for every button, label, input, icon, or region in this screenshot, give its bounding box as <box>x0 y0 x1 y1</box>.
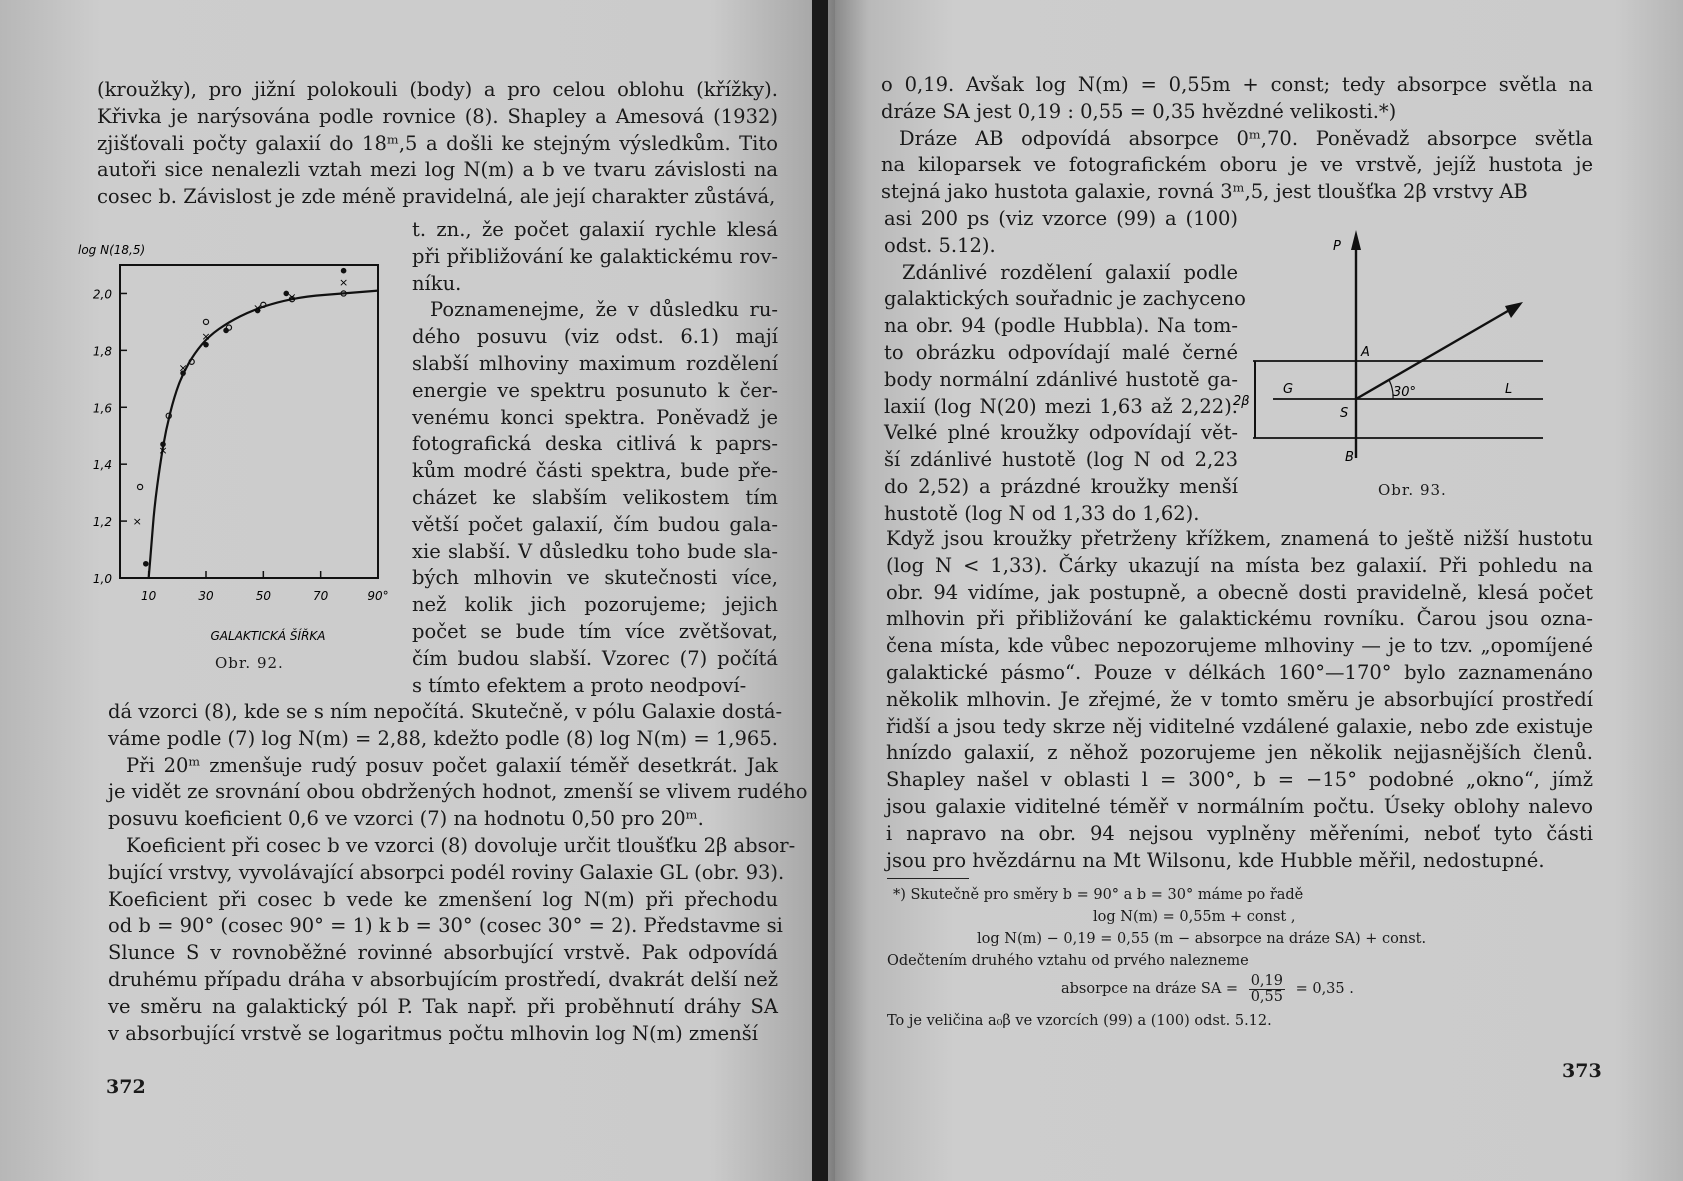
text-line: slabší mlhoviny maximum rozdělení <box>412 351 778 375</box>
text-line: na obr. 94 (podle Hubbla). Na tom- <box>884 314 1238 338</box>
y-tick-label: 1,0 <box>92 572 112 586</box>
figure-93-caption: Obr. 93. <box>1378 481 1447 499</box>
text-line: s tímto efektem a proto neodpoví- <box>412 673 747 697</box>
text-line: Shapley našel v oblasti l = 300°, b = −15° podobné „okno“, jímž <box>886 768 1593 792</box>
footnote-formula <box>887 972 1607 1006</box>
point-dot <box>223 328 229 334</box>
figure-93-diagram <box>1233 228 1563 498</box>
text-line: (kroužky), pro jižní polokouli (body) a pro celou oblohu (křížky). <box>97 78 778 101</box>
point-cross: × <box>201 330 211 344</box>
text-line: body normální zdánlivé hustotě ga- <box>884 367 1238 391</box>
text-line: níku. <box>412 271 462 295</box>
text-line: fotografická deska citlivá k paprs- <box>412 432 778 456</box>
text-line: bující vrstvy, vyvolávající absorpci podél roviny Galaxie GL (obr. 93). <box>108 860 785 884</box>
x-axis-label: GALAKTICKÁ ŠÍŘKA <box>210 629 326 643</box>
data-points <box>133 268 349 567</box>
text-line: kům modré části spektra, bude pře- <box>412 459 778 483</box>
text-line: dráze SA jest 0,19 : 0,55 = 0,35 hvězdné velikosti.*) <box>881 99 1397 123</box>
text-line: odst. 5.12). <box>884 233 996 257</box>
text-line: o 0,19. Avšak log N(m) = 0,55m + const; tedy absorpce světla na <box>881 73 1593 96</box>
text-line: to obrázku odpovídají malé černé <box>884 340 1238 364</box>
x-tick-label: 50 <box>255 589 271 603</box>
y-tick-label: 1,8 <box>92 344 112 359</box>
text-line: při přibližování ke galaktickému rov- <box>412 244 778 268</box>
footnote-rule <box>887 878 969 879</box>
text-line: stejná jako hustota galaxie, rovná 3ᵐ,5, jest tloušťka 2β vrstvy AB <box>881 180 1528 204</box>
x-tick-label: 10 <box>141 589 157 603</box>
text-line: do 2,52) a prázdné kroužky menší <box>884 474 1238 498</box>
text-line: t. zn., že počet galaxií rychle klesá <box>412 218 778 241</box>
text-line: laxií (log N(20) mezi 1,63 až 2,22). <box>884 394 1238 418</box>
text-line: větší počet galaxií, čím budou gala- <box>412 512 778 536</box>
text-line: energie ve spektru posunuto k čer- <box>412 378 778 402</box>
label-angle: 30° <box>1393 385 1417 400</box>
text-line: jsou galaxie viditelné téměř v normálním počtu. Úseky oblohy nalevo <box>886 794 1593 818</box>
formula-suffix: = 0,35 . <box>1295 981 1354 997</box>
x-tick-labels <box>141 571 389 603</box>
formula-fraction <box>1249 974 1285 1005</box>
text-line: řidší a jsou tedy skrze něj viditelné vzdálené galaxie, nebo zde existuje <box>886 714 1593 738</box>
figure-92-caption: Obr. 92. <box>215 654 284 672</box>
left-paragraph-side <box>412 217 778 699</box>
text-line: Koeficient při cosec b vede ke zmenšení log N(m) při přechodu <box>108 887 778 911</box>
text-line: Poznamenejme, že v důsledku ru- <box>430 298 778 322</box>
label-A: A <box>1361 345 1370 360</box>
y-tick-label: 1,4 <box>92 458 112 473</box>
left-paragraph-bottom <box>108 699 808 1047</box>
sight-line <box>1356 308 1513 399</box>
text-line: zjišťovali počty galaxií do 18ᵐ,5 a došli ke stejným výsledkům. Tito <box>97 131 778 155</box>
text-line: posuvu koeficient 0,6 ve vzorci (7) na hodnotu 0,50 pro 20ᵐ. <box>108 807 704 831</box>
text-line: hnízdo galaxií, z něhož pozorujeme jen několik nejjasnějších členů. <box>886 741 1593 765</box>
text-line: ve směru na galaktický pól P. Tak např. při proběhnutí dráhy SA <box>108 994 778 1018</box>
label-width: 2β <box>1233 394 1250 409</box>
left-page <box>0 0 835 1181</box>
text-line: čím budou slabší. Vzorec (7) počítá <box>412 646 778 670</box>
point-circle <box>203 319 208 324</box>
text-line: Při 20ᵐ zmenšuje rudý posuv počet galaxií téměř desetkrát. Jak <box>126 753 778 777</box>
fit-curve <box>149 291 378 578</box>
text-line: než kolik jich pozorujeme; jejich <box>412 593 778 617</box>
sight-arrowhead <box>1505 302 1523 318</box>
right-paragraph-top <box>881 72 1593 206</box>
figure-92-chart <box>78 238 408 658</box>
footnote-line-2: log N(m) = 0,55m + const , <box>1093 909 1296 925</box>
y-axis-label: log N(18,5) <box>78 243 146 257</box>
text-line: dá vzorci (8), kde se s ním nepočítá. Skutečně, v pólu Galaxie dostá- <box>108 700 783 723</box>
point-dot <box>341 268 347 274</box>
text-line: mlhovin při přibližování ke galaktickému rovníku. Čarou jsou ozna- <box>886 607 1593 631</box>
right-paragraph-bottom <box>886 526 1593 874</box>
point-cross: × <box>338 276 349 290</box>
footnote <box>887 884 1607 1032</box>
text-line: jsou pro hvězdárnu na Mt Wilsonu, kde Hubble měřil, nedostupné. <box>886 848 1545 872</box>
point-cross: × <box>132 515 142 529</box>
text-line: cosec b. Závislost je zde méně pravidelná, ale její charakter zůstává, <box>97 185 776 209</box>
x-tick-label: 90° <box>367 589 389 603</box>
y-tick-label: 1,6 <box>92 401 112 416</box>
footnote-line-3: log N(m) − 0,19 = 0,55 (m − absorpce na dráze SA) + const. <box>977 931 1427 947</box>
text-line: na kiloparsek ve fotografickém oboru je ve vrstvě, jejíž hustota je <box>881 153 1593 177</box>
text-line: bých mlhovin ve skutečnosti více, <box>412 566 778 590</box>
x-tick-label: 30 <box>198 589 214 603</box>
y-tick-labels <box>93 287 127 586</box>
label-L: L <box>1505 382 1513 397</box>
footnote-line-4: Odečtením druhého vztahu od prvého nalezneme <box>887 953 1249 969</box>
text-line: asi 200 ps (viz vzorce (99) a (100) <box>884 207 1238 230</box>
text-line: v absorbující vrstvě se logaritmus počtu mlhovin log N(m) zmenší <box>108 1021 758 1045</box>
text-line: dého posuvu (viz odst. 6.1) mají <box>412 325 778 349</box>
text-line: Velké plné kroužky odpovídají vět- <box>884 421 1238 445</box>
label-S: S <box>1340 406 1349 421</box>
point-cross: × <box>287 290 297 304</box>
text-line: i napravo na obr. 94 nejsou vyplněny měřeními, neboť tyto části <box>886 821 1593 845</box>
point-cross: × <box>252 301 263 315</box>
text-line: galaktických souřadnic je zachyceno <box>884 287 1246 311</box>
y-tick-label: 1,2 <box>92 515 112 530</box>
formula-prefix: absorpce na dráze SA = <box>1061 981 1239 997</box>
pole-arrowhead <box>1351 230 1361 250</box>
text-line: autoři sice nenalezli vztah mezi log N(m) a b ve tvaru závislosti na <box>97 158 778 182</box>
text-line: Když jsou kroužky přetrženy křížkem, znamená to ještě nižší hustotu <box>886 527 1593 550</box>
text-line: čena místa, kde vůbec nepozorujeme mlhoviny — je to tzv. „opomíjené <box>886 634 1593 658</box>
text-line: váme podle (7) log N(m) = 2,88, kdežto podle (8) log N(m) = 1,965. <box>108 726 778 750</box>
footnote-line-6: To je veličina a₀β ve vzorcích (99) a (100) odst. 5.12. <box>887 1013 1272 1029</box>
label-B: B <box>1345 450 1354 465</box>
left-paragraph-top <box>97 77 778 211</box>
right-page <box>835 0 1683 1181</box>
text-line: Slunce S v rovnoběžné rovinné absorbující vrstvě. Pak odpovídá <box>108 941 778 965</box>
text-line: obr. 94 vidíme, jak postupně, a obecně dosti pravidelně, klesá počet <box>886 580 1593 604</box>
text-line: několik mlhovin. Je zřejmé, že v tomto směru je absorbující prostředí <box>886 687 1593 711</box>
text-line: od b = 90° (cosec 90° = 1) k b = 30° (cosec 30° = 2). Představme si <box>108 914 783 938</box>
text-line: Koeficient při cosec b ve vzorci (8) dovoluje určit tloušťku 2β absor- <box>126 833 796 857</box>
text-line: Křivka je narýsována podle rovnice (8). Shapley a Amesová (1932) <box>97 104 778 128</box>
y-tick-label: 2,0 <box>92 287 112 302</box>
text-line: Zdánlivé rozdělení galaxií podle <box>902 260 1238 284</box>
x-tick-label: 70 <box>313 589 329 603</box>
text-line: počet se bude tím více zvětšovat, <box>412 619 778 643</box>
text-line: ší zdánlivé hustotě (log N od 2,23 <box>884 448 1238 472</box>
point-cross: × <box>158 443 168 457</box>
page-number-right: 373 <box>1562 1060 1602 1082</box>
text-line: druhému případu dráha v absorbujícím prostředí, dvakrát delší než <box>108 967 778 991</box>
text-line: xie slabší. V důsledku toho bude sla- <box>412 539 778 563</box>
text-line: Dráze AB odpovídá absorpce 0ᵐ,70. Poněvadž absorpce světla <box>899 126 1593 150</box>
text-line: galaktické pásmo“. Pouze v délkách 160°—170° bylo zaznamenáno <box>886 660 1593 684</box>
label-P: P <box>1333 239 1341 254</box>
fraction-numerator: 0,19 <box>1250 972 1283 989</box>
footnote-line-1: *) Skutečně pro směry b = 90° a b = 30° máme po řadě <box>893 887 1304 903</box>
point-cross: × <box>178 361 188 375</box>
text-line: hustotě (log N od 1,33 do 1,62). <box>884 501 1200 525</box>
point-circle <box>137 484 142 489</box>
text-line: venému konci spektra. Poněvadž je <box>412 405 778 429</box>
book-gutter <box>812 0 828 1181</box>
label-G: G <box>1283 382 1294 397</box>
page-number-left: 372 <box>106 1076 146 1098</box>
text-line: je vidět ze srovnání obou obdržených hodnot, zmenší se vlivem rudého <box>108 780 808 804</box>
text-line: cházet ke slabším velikostem tím <box>412 485 778 509</box>
point-dot <box>143 561 149 567</box>
text-line: (log N < 1,33). Čárky ukazují na místa bez galaxií. Při pohledu na <box>886 553 1593 577</box>
fraction-denominator: 0,55 <box>1250 988 1283 1005</box>
